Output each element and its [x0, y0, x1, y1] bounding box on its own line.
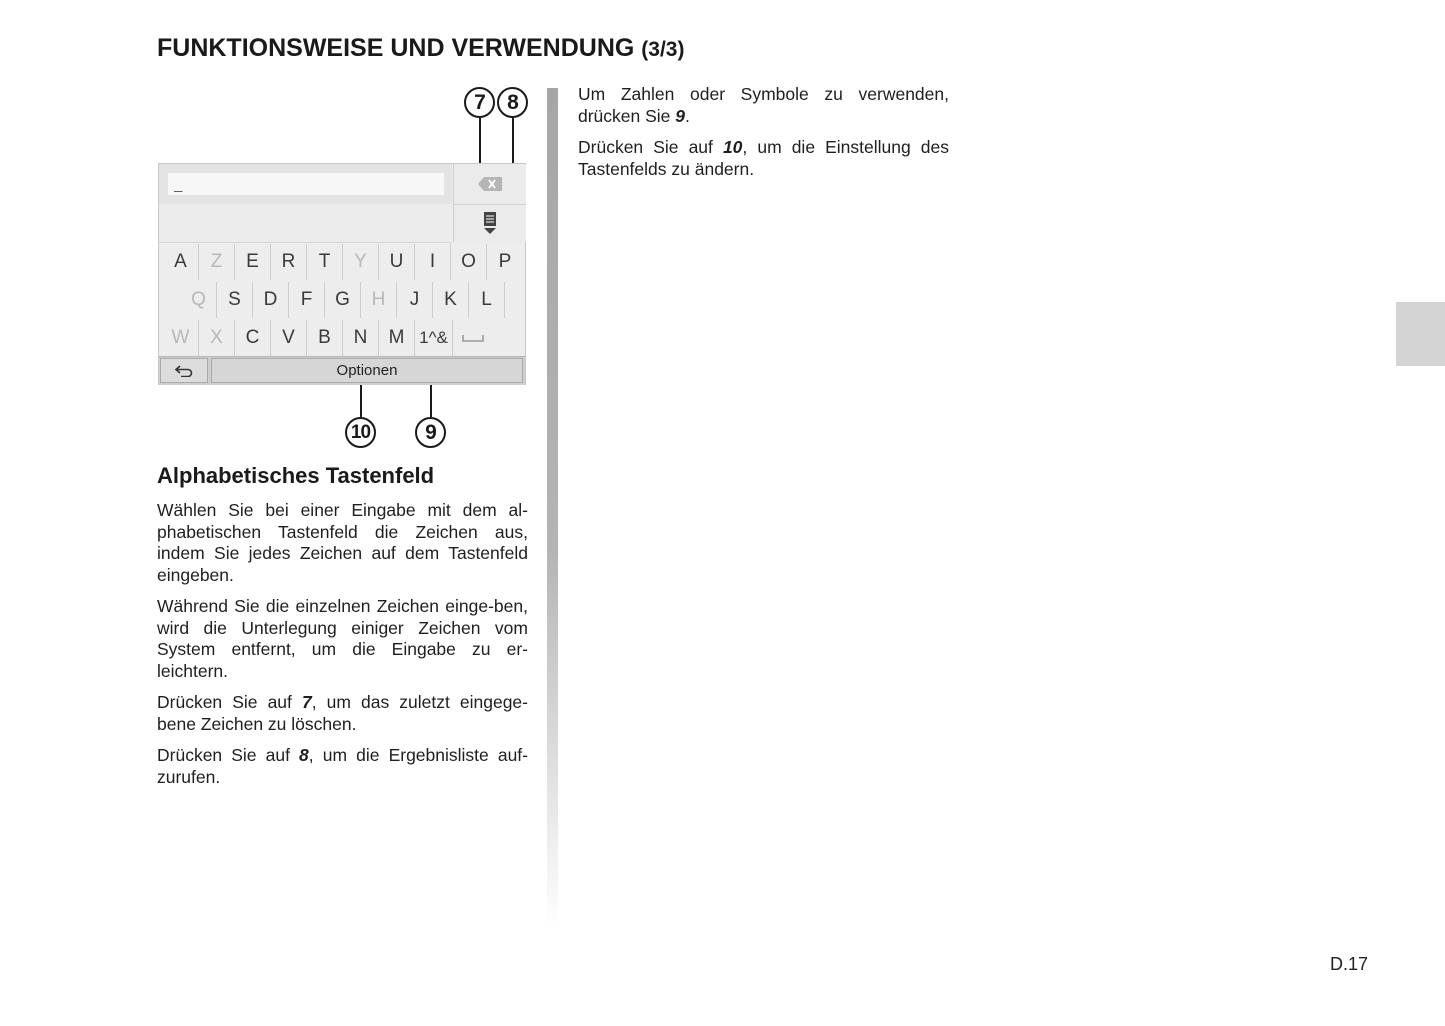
paragraph — [157, 692, 528, 735]
chapter-tab — [1396, 302, 1445, 366]
key-d[interactable]: D — [253, 282, 289, 318]
key-a[interactable]: A — [163, 244, 199, 280]
paragraph — [578, 84, 949, 127]
key-v[interactable]: V — [271, 320, 307, 356]
key-y[interactable]: Y — [343, 244, 379, 280]
key-w[interactable]: W — [163, 320, 199, 356]
key-row-2 — [181, 282, 505, 318]
results-list-button[interactable] — [454, 204, 526, 242]
space-key[interactable] — [453, 320, 493, 356]
text-run: Um Zahlen oder Symbole zu verwenden, drücken Sie — [578, 84, 949, 126]
keyboard-screen — [158, 163, 526, 385]
text-run: Drücken Sie auf — [157, 745, 300, 765]
backspace-icon — [478, 177, 502, 191]
right-text-column — [578, 84, 949, 190]
results-area — [159, 204, 452, 243]
text-run: , um die Einstellung des Tastenfelds zu ändern. — [578, 137, 949, 179]
paragraph: Wählen Sie bei einer Eingabe mit dem al-phabetischen Tastenfeld die Zeichen aus, indem Sie jedes Zeichen auf dem Tastenfeld eingeben. — [157, 500, 528, 585]
options-button[interactable]: Optionen — [211, 358, 523, 383]
key-x[interactable]: X — [199, 320, 235, 356]
key-o[interactable]: O — [451, 244, 487, 280]
text-input[interactable] — [168, 173, 444, 195]
callout-7: 7 — [464, 87, 495, 118]
key-q[interactable]: Q — [181, 282, 217, 318]
reference-number: 7 — [301, 692, 312, 712]
page-title — [157, 34, 684, 63]
section-heading: Alphabetisches Tastenfeld — [157, 463, 435, 488]
key-s[interactable]: S — [217, 282, 253, 318]
page-title-suffix: (3/3) — [641, 38, 685, 61]
input-strip — [159, 164, 452, 205]
key-f[interactable]: F — [289, 282, 325, 318]
space-icon — [462, 334, 484, 342]
paragraph — [157, 745, 528, 788]
callout-9: 9 — [415, 417, 446, 448]
reference-number: 9 — [675, 105, 686, 126]
key-u[interactable]: U — [379, 244, 415, 280]
back-button[interactable] — [160, 358, 208, 383]
key-row-3 — [163, 320, 493, 356]
text-run: , um die Ergebnisliste auf-zurufen. — [157, 745, 528, 787]
callout-10: 10 — [345, 417, 376, 448]
key-k[interactable]: K — [433, 282, 469, 318]
reference-number: 8 — [299, 745, 309, 765]
text-run: . — [685, 105, 690, 126]
column-divider — [547, 88, 558, 928]
key-e[interactable]: E — [235, 244, 271, 280]
page-number: D.17 — [1330, 954, 1369, 974]
left-text-column — [157, 500, 528, 798]
paragraph: Während Sie die einzelnen Zeichen einge-ben, wird die Unterlegung einiger Zeichen vom System entfernt, um die Eingabe zu er-leichtern. — [157, 596, 528, 681]
key-z[interactable]: Z — [199, 244, 235, 280]
key-t[interactable]: T — [307, 244, 343, 280]
backspace-button[interactable] — [454, 164, 526, 205]
back-arrow-icon — [175, 365, 193, 377]
key-r[interactable]: R — [271, 244, 307, 280]
page-title-text: FUNKTIONSWEISE UND VERWENDUNG — [157, 34, 635, 62]
keyboard-figure — [157, 85, 529, 450]
key-h[interactable]: H — [361, 282, 397, 318]
key-b[interactable]: B — [307, 320, 343, 356]
text-run: Drücken Sie auf — [578, 137, 723, 157]
key-row-1 — [163, 244, 523, 280]
reference-number: 10 — [722, 137, 743, 157]
key-g[interactable]: G — [325, 282, 361, 318]
symbols-key[interactable]: 1^& — [415, 320, 453, 356]
key-i[interactable]: I — [415, 244, 451, 280]
text-run: Drücken Sie auf — [157, 692, 302, 712]
key-c[interactable]: C — [235, 320, 271, 356]
callout-8: 8 — [497, 87, 528, 118]
key-l[interactable]: L — [469, 282, 505, 318]
key-j[interactable]: J — [397, 282, 433, 318]
key-n[interactable]: N — [343, 320, 379, 356]
key-m[interactable]: M — [379, 320, 415, 356]
paragraph — [578, 137, 949, 180]
results-list-icon — [482, 211, 498, 235]
text-run: , um das zuletzt eingege-bene Zeichen zu löschen. — [157, 692, 528, 734]
key-p[interactable]: P — [498, 251, 512, 272]
side-buttons — [453, 164, 526, 242]
bottom-bar — [159, 356, 525, 385]
